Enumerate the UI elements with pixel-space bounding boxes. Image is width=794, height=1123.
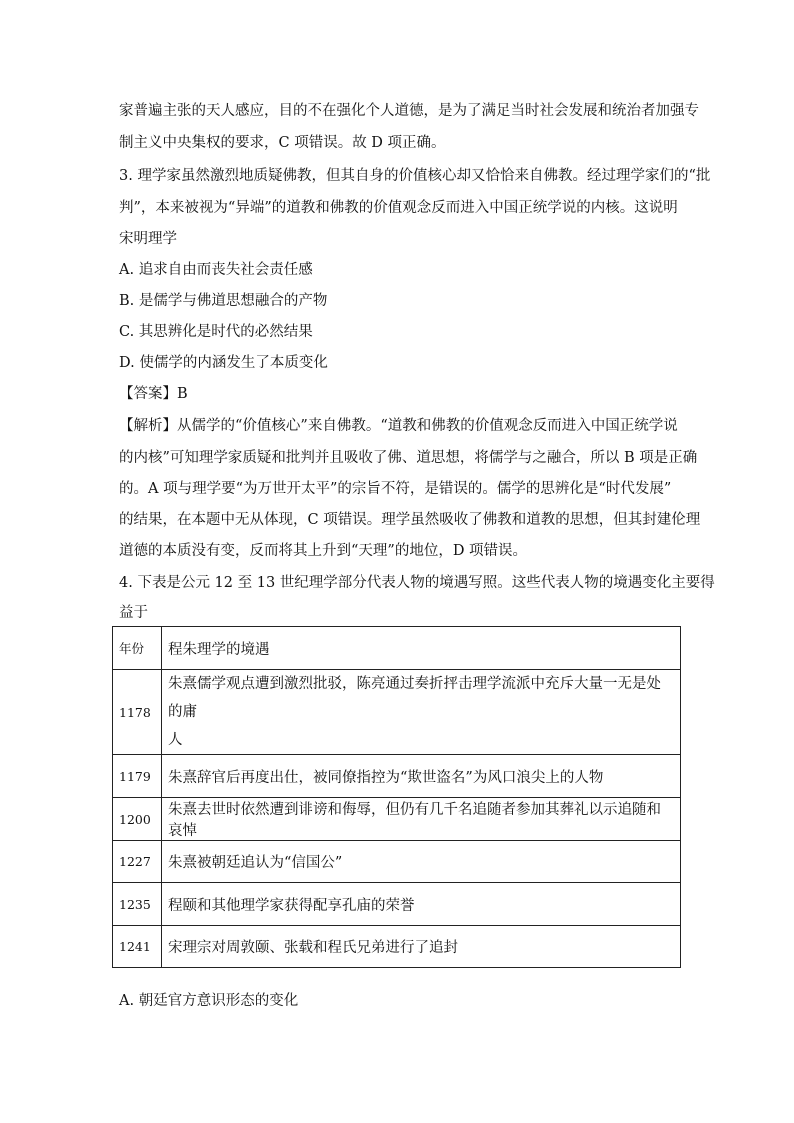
table-header-year: 年份: [113, 627, 162, 670]
table-cell-year: 1200: [113, 798, 162, 841]
q3-analysis-line-2: 的内核”可知理学家质疑和批判并且吸收了佛、道思想，将儒学与之融合，所以 B 项是正确: [119, 450, 698, 466]
q3-analysis-line-4: 的结果，在本题中无从体现，C 项错误。理学虽然吸收了佛教和道教的思想，但其封建伦理: [119, 512, 701, 528]
intro-line-2: 制主义中央集权的要求，C 项错误。故 D 项正确。: [119, 135, 446, 151]
table-cell-year: 1227: [113, 841, 162, 883]
q3-stem-line-3: 宋明理学: [119, 231, 177, 247]
table-cell-situation: 朱熹去世时依然遭到诽谤和侮辱，但仍有几千名追随者参加其葬礼以示追随和哀悼: [162, 798, 681, 841]
table-cell-line: 朱熹儒学观点遭到激烈批驳，陈亮通过奏折抨击理学流派中充斥大量一无是处的庸: [168, 676, 661, 720]
q4-option-a: A. 朝廷官方意识形态的变化: [119, 993, 299, 1009]
table-cell-year: 1235: [113, 883, 162, 926]
table-cell-line: 人: [168, 732, 183, 748]
table-row: [113, 883, 681, 926]
table-row: [113, 670, 681, 755]
q3-option-a: A. 追求自由而丧失社会责任感: [119, 262, 313, 278]
q3-answer: 【答案】B: [119, 386, 188, 402]
table-cell-situation: 朱熹辞官后再度出仕，被同僚指控为“欺世盗名”为风口浪尖上的人物: [162, 755, 681, 798]
table-row: [113, 926, 681, 968]
table-cell-situation: 宋理宗对周敦颐、张载和程氏兄弟进行了追封: [162, 926, 681, 968]
table-cell-year: 1179: [113, 755, 162, 798]
q4-stem-line-1: 4. 下表是公元 12 至 13 世纪理学部分代表人物的境遇写照。这些代表人物的境遇变化主要得: [119, 575, 715, 591]
q3-analysis-line-3: 的。A 项与理学要“为万世开太平”的宗旨不符，是错误的。儒学的思辨化是“时代发展”: [119, 481, 672, 497]
table-header-row: [113, 627, 681, 670]
q3-option-c: C. 其思辨化是时代的必然结果: [119, 324, 313, 340]
table-header-situation: 程朱理学的境遇: [162, 627, 681, 670]
q3-analysis-line-1: 【解析】从儒学的“价值核心”来自佛教。“道教和佛教的价值观念反而进入中国正统学说: [119, 418, 678, 434]
q4-table: [112, 626, 681, 968]
q3-option-b: B. 是儒学与佛道思想融合的产物: [119, 293, 328, 309]
table-cell-year: 1178: [113, 670, 162, 755]
q4-stem-line-2: 益于: [119, 605, 148, 621]
table-row: [113, 755, 681, 798]
table-row: [113, 798, 681, 841]
intro-line-1: 家普遍主张的天人感应，目的不在强化个人道德，是为了满足当时社会发展和统治者加强专: [119, 103, 699, 119]
q3-option-d: D. 使儒学的内涵发生了本质变化: [119, 355, 328, 371]
table-cell-situation: [162, 670, 681, 755]
q3-stem-line-2: 判”，本来被视为“异端”的道教和佛教的价值观念反而进入中国正统学说的内核。这说明: [119, 200, 678, 216]
q3-stem-line-1: 3. 理学家虽然激烈地质疑佛教，但其自身的价值核心却又恰恰来自佛教。经过理学家们的“批: [119, 168, 711, 184]
table-row: [113, 841, 681, 883]
table-cell-year: 1241: [113, 926, 162, 968]
table-cell-situation: 朱熹被朝廷追认为“信国公”: [162, 841, 681, 883]
q3-analysis-line-5: 道德的本质没有变，反而将其上升到“天理”的地位，D 项错误。: [119, 543, 528, 559]
table-cell-situation: 程颐和其他理学家获得配享孔庙的荣誉: [162, 883, 681, 926]
